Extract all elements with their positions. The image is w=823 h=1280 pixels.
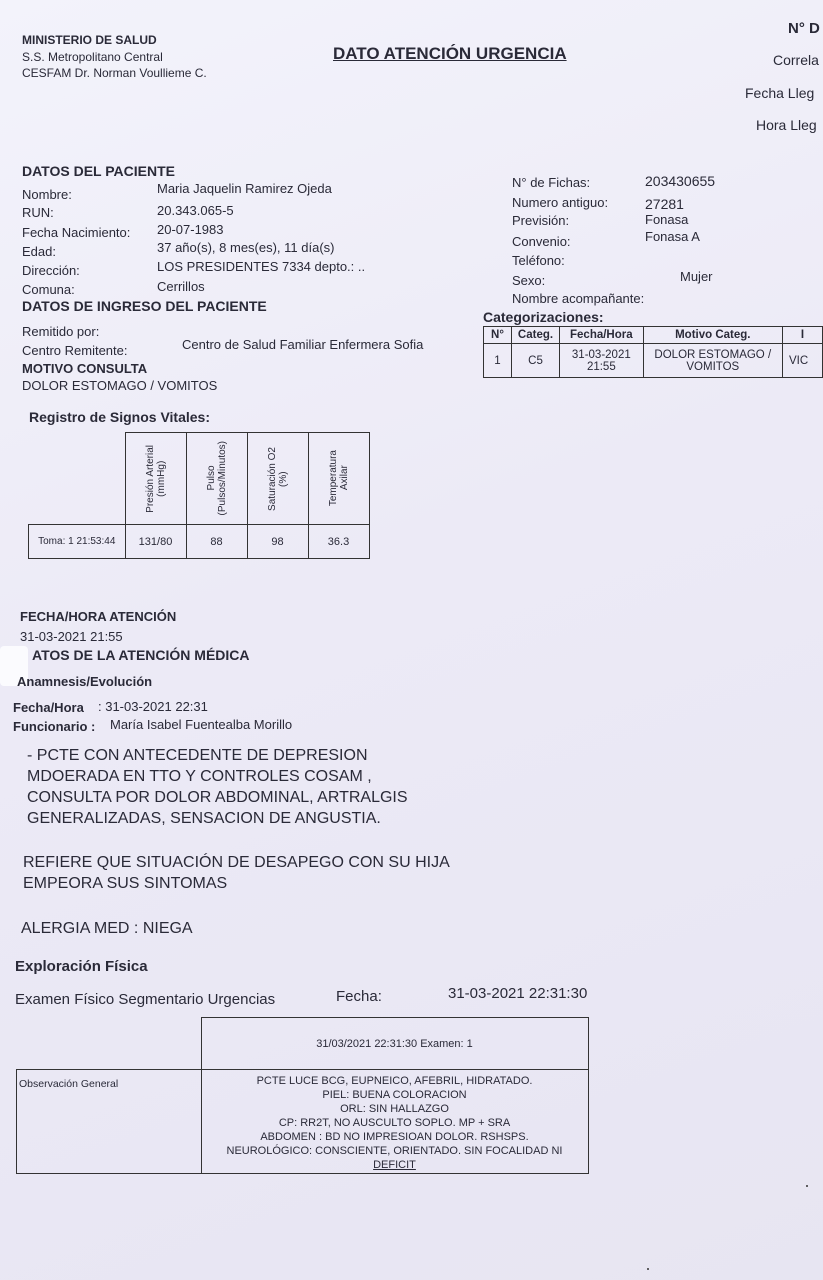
cat-header-extra: I <box>782 327 822 344</box>
vitals-saturacion-value: 98 <box>247 525 308 559</box>
examen-fecha-value: 31-03-2021 22:31:30 <box>448 985 588 1002</box>
vitals-header-temperatura <box>308 433 369 525</box>
field-label: Convenio: <box>512 234 571 249</box>
anamnesis-note-1 <box>27 745 408 829</box>
note-line: - PCTE CON ANTECEDENTE DE DEPRESION <box>27 747 368 764</box>
patient-section-title: DATOS DEL PACIENTE <box>22 163 175 179</box>
vitals-toma: Toma: 1 21:53:44 <box>29 525 126 559</box>
cat-header-fecha: Fecha/Hora <box>560 327 644 344</box>
patient-age: 37 año(s), 8 mes(es), 11 día(s) <box>157 240 335 255</box>
note-line: EMPEORA SUS SINTOMAS <box>23 875 228 892</box>
org-ministry: MINISTERIO DE SALUD <box>22 33 157 47</box>
exam-table <box>16 1017 589 1174</box>
vitals-corner <box>29 433 126 525</box>
vitals-header-text: Saturación O2 (%) <box>266 446 289 511</box>
categorizaciones-title: Categorizaciones: <box>483 309 604 325</box>
ficha-number: 203430655 <box>645 173 716 189</box>
vitals-header-saturacion <box>247 433 308 525</box>
field-label: RUN: <box>22 205 54 220</box>
alergia-line: ALERGIA MED : NIEGA <box>21 920 193 937</box>
header-right-correlativo: Correla <box>773 52 819 68</box>
prevision: Fonasa <box>645 212 689 227</box>
field-label: Edad: <box>22 244 56 259</box>
finding-line: ABDOMEN : BD NO IMPRESIOAN DOLOR. RSHSPS. <box>260 1131 529 1143</box>
paper-speck <box>647 1268 649 1270</box>
funcionario-label: Funcionario : <box>13 719 96 734</box>
cat-fecha: 31-03-2021 <box>571 348 631 361</box>
vitals-table <box>28 432 370 559</box>
vitals-header-text: Pulso (Pulsos/Minutos) <box>205 441 228 516</box>
remitido-label: Remitido por: <box>22 324 100 339</box>
categorizaciones-table <box>483 326 823 378</box>
field-label: N° de Fichas: <box>512 175 591 190</box>
sexo: Mujer <box>680 269 713 284</box>
finding-line: NEUROLÓGICO: CONSCIENTE, ORIENTADO. SIN FOCALIDAD NI <box>226 1145 563 1157</box>
cat-header-n: N° <box>484 327 512 344</box>
patient-birthdate: 20-07-1983 <box>157 222 224 237</box>
org-cesfam: CESFAM Dr. Norman Voullieme C. <box>22 66 207 80</box>
cat-motivo-1: DOLOR ESTOMAGO / <box>654 348 772 361</box>
anamnesis-title: Anamnesis/Evolución <box>17 674 153 689</box>
table-row <box>484 344 823 378</box>
anamnesis-note-2 <box>23 852 450 894</box>
funcionario-value: María Isabel Fuentealba Morillo <box>110 717 293 732</box>
cat-motivo-2: VOMITOS <box>686 360 740 373</box>
org-service: S.S. Metropolitano Central <box>22 50 163 64</box>
header-right-fecha-llegada: Fecha Lleg <box>745 85 815 101</box>
exploracion-title: Exploración Física <box>15 958 148 975</box>
table-row <box>29 525 370 559</box>
old-number: 27281 <box>645 196 684 212</box>
cat-categ: C5 <box>511 344 559 378</box>
document-title: DATO ATENCIÓN URGENCIA <box>333 44 567 63</box>
field-label: Comuna: <box>22 282 75 297</box>
vitals-header-text: Presión Arterial (mmHg) <box>144 444 167 513</box>
field-label: Previsión: <box>512 213 570 228</box>
patient-run: 20.343.065-5 <box>157 203 234 218</box>
field-label: Nombre acompañante: <box>512 291 645 306</box>
motivo-title: MOTIVO CONSULTA <box>22 361 148 376</box>
vitals-header-presion <box>125 433 186 525</box>
fecha-atencion-title: FECHA/HORA ATENCIÓN <box>20 609 177 624</box>
vitals-presion-value: 131/80 <box>125 525 186 559</box>
cat-extra: VIC <box>782 344 822 378</box>
cat-fecha-hora <box>560 344 644 378</box>
cat-n: 1 <box>484 344 512 378</box>
field-label: Sexo: <box>512 273 546 288</box>
finding-line: PCTE LUCE BCG, EUPNEICO, AFEBRIL, HIDRATADO. <box>256 1075 533 1087</box>
finding-line: PIEL: BUENA COLORACION <box>322 1089 467 1101</box>
paper-speck <box>806 1185 808 1187</box>
patient-name: Maria Jaquelin Ramirez Ojeda <box>157 181 332 196</box>
header-right-hora-llegada: Hora Lleg <box>756 117 817 133</box>
convenio: Fonasa A <box>645 229 700 244</box>
fecha-hora-value: : 31-03-2021 22:31 <box>98 699 208 714</box>
exam-findings <box>201 1070 588 1174</box>
centro-value: Centro de Salud Familiar Enfermera Sofia <box>182 337 424 352</box>
header-right-number: N° D <box>788 20 820 37</box>
fecha-hora-label: Fecha/Hora <box>13 700 84 715</box>
patient-address: LOS PRESIDENTES 7334 depto.: .. <box>157 259 366 274</box>
cat-header-categ: Categ. <box>511 327 559 344</box>
note-line: CONSULTA POR DOLOR ABDOMINAL, ARTRALGIS <box>27 789 408 806</box>
field-label: Nombre: <box>22 187 72 202</box>
cat-motivo <box>643 344 782 378</box>
note-line: MDOERADA EN TTO Y CONTROLES COSAM , <box>27 768 372 785</box>
field-label: Teléfono: <box>512 253 565 268</box>
exam-row-label: Observación General <box>17 1070 202 1174</box>
vitals-pulso-value: 88 <box>186 525 247 559</box>
table-row <box>17 1070 589 1174</box>
vitals-header-pulso <box>186 433 247 525</box>
cat-header-motivo: Motivo Categ. <box>643 327 782 344</box>
exam-corner <box>17 1018 202 1070</box>
note-line: GENERALIZADAS, SENSACION DE ANGUSTIA. <box>27 810 381 827</box>
ingreso-section-title: DATOS DE INGRESO DEL PACIENTE <box>22 298 267 314</box>
finding-line: CP: RR2T, NO AUSCULTO SOPLO. MP + SRA <box>278 1117 511 1129</box>
note-line: REFIERE QUE SITUACIÓN DE DESAPEGO CON SU HIJA <box>23 854 450 871</box>
fecha-atencion-value: 31-03-2021 21:55 <box>20 629 123 644</box>
finding-line: DEFICIT <box>373 1159 416 1171</box>
field-label: Numero antiguo: <box>512 195 609 210</box>
finding-line: ORL: SIN HALLAZGO <box>340 1103 449 1115</box>
patient-comuna: Cerrillos <box>157 279 205 294</box>
vitals-temperatura-value: 36.3 <box>308 525 369 559</box>
field-label: Fecha Nacimiento: <box>22 225 131 240</box>
motivo-value: DOLOR ESTOMAGO / VOMITOS <box>22 378 218 393</box>
examen-label: Examen Físico Segmentario Urgencias <box>15 991 276 1008</box>
examen-fecha-label: Fecha: <box>336 988 382 1005</box>
exam-header: 31/03/2021 22:31:30 Examen: 1 <box>201 1018 588 1070</box>
datos-atencion-title: ATOS DE LA ATENCIÓN MÉDICA <box>32 647 250 663</box>
vitals-header-text: Temperatura Axilar <box>327 450 350 507</box>
vitals-title: Registro de Signos Vitales: <box>29 409 211 425</box>
centro-label: Centro Remitente: <box>22 343 128 358</box>
field-label: Dirección: <box>22 263 80 278</box>
cat-hora: 21:55 <box>586 360 616 373</box>
